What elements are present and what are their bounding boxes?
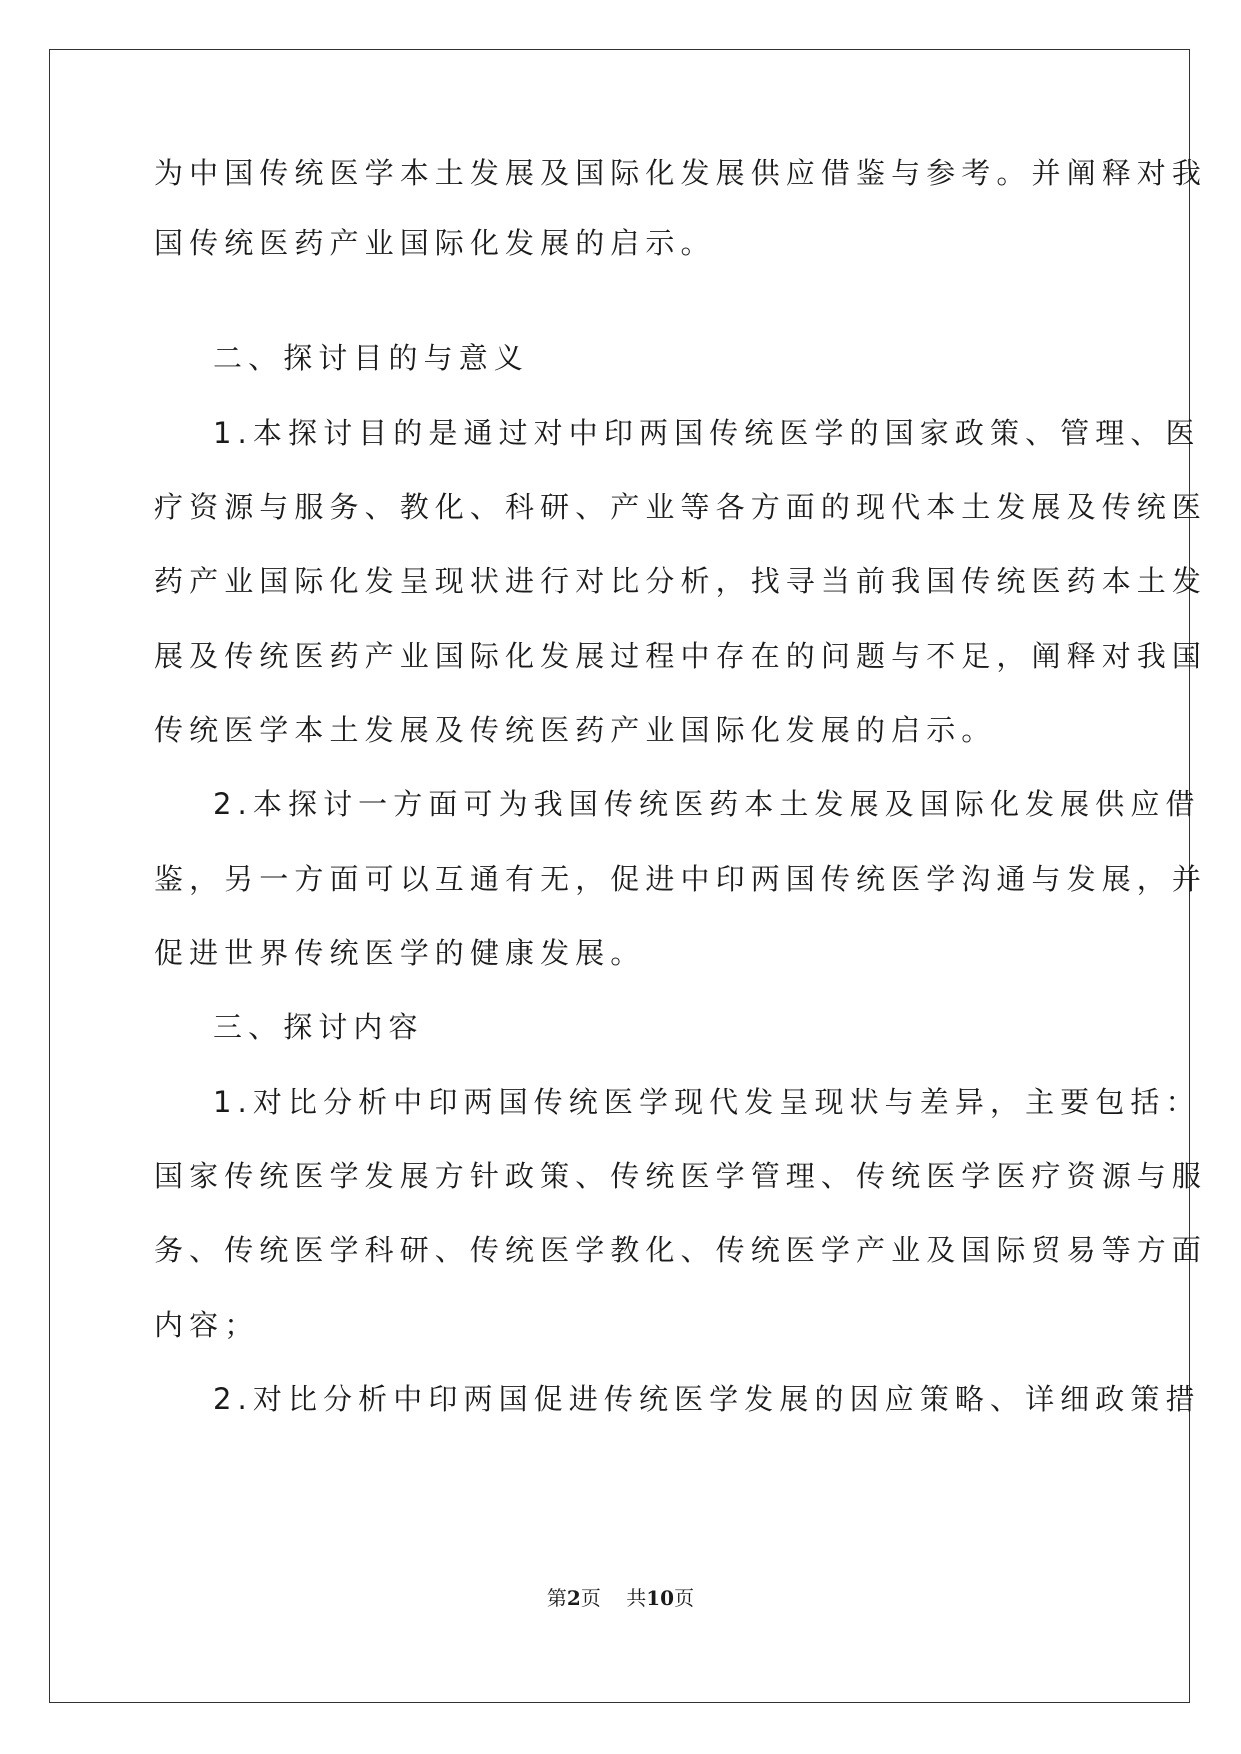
total-suffix: 页: [674, 1586, 695, 1610]
paragraph-line: 药产业国际化发呈现状进行对比分析，找寻当前我国传统医药本土发: [154, 564, 1208, 598]
paragraph-line: 鉴，另一方面可以互通有无，促进中印两国传统医学沟通与发展，并: [154, 862, 1208, 896]
paragraph-line: 传统医学本土发展及传统医药产业国际化发展的启示。: [154, 713, 997, 747]
total-prefix: 共: [626, 1586, 647, 1610]
page-number: 2: [566, 1586, 581, 1610]
paragraph-line: 2.对比分析中印两国促进传统医学发展的因应策略、详细政策措: [213, 1382, 1201, 1416]
paragraph-line: 2.本探讨一方面可为我国传统医药本土发展及国际化发展供应借: [213, 787, 1201, 821]
section-heading: 三、探讨内容: [213, 1010, 424, 1044]
paragraph-line: 为中国传统医学本土发展及国际化发展供应借鉴与参考。并阐释对我: [154, 156, 1208, 190]
page-suffix: 页: [580, 1586, 601, 1610]
paragraph-line: 促进世界传统医学的健康发展。: [154, 936, 646, 970]
section-heading: 二、探讨目的与意义: [213, 341, 529, 375]
paragraph-line: 国家传统医学发展方针政策、传统医学管理、传统医学医疗资源与服: [154, 1159, 1208, 1193]
paragraph-line: 1.本探讨目的是通过对中印两国传统医学的国家政策、管理、医: [213, 416, 1201, 450]
paragraph-line: 1.对比分析中印两国传统医学现代发呈现状与差异，主要包括：: [213, 1085, 1201, 1119]
paragraph-line: 内容；: [154, 1308, 260, 1342]
page-footer: [0, 1582, 1241, 1611]
paragraph-line: 展及传统医药产业国际化发展过程中存在的问题与不足，阐释对我国: [154, 639, 1208, 673]
total-pages: 10: [646, 1586, 675, 1610]
paragraph-line: 疗资源与服务、教化、科研、产业等各方面的现代本土发展及传统医: [154, 490, 1208, 524]
paragraph-line: 国传统医药产业国际化发展的启示。: [154, 226, 716, 260]
paragraph-line: 务、传统医学科研、传统医学教化、传统医学产业及国际贸易等方面: [154, 1233, 1208, 1267]
page-prefix: 第: [546, 1586, 567, 1610]
